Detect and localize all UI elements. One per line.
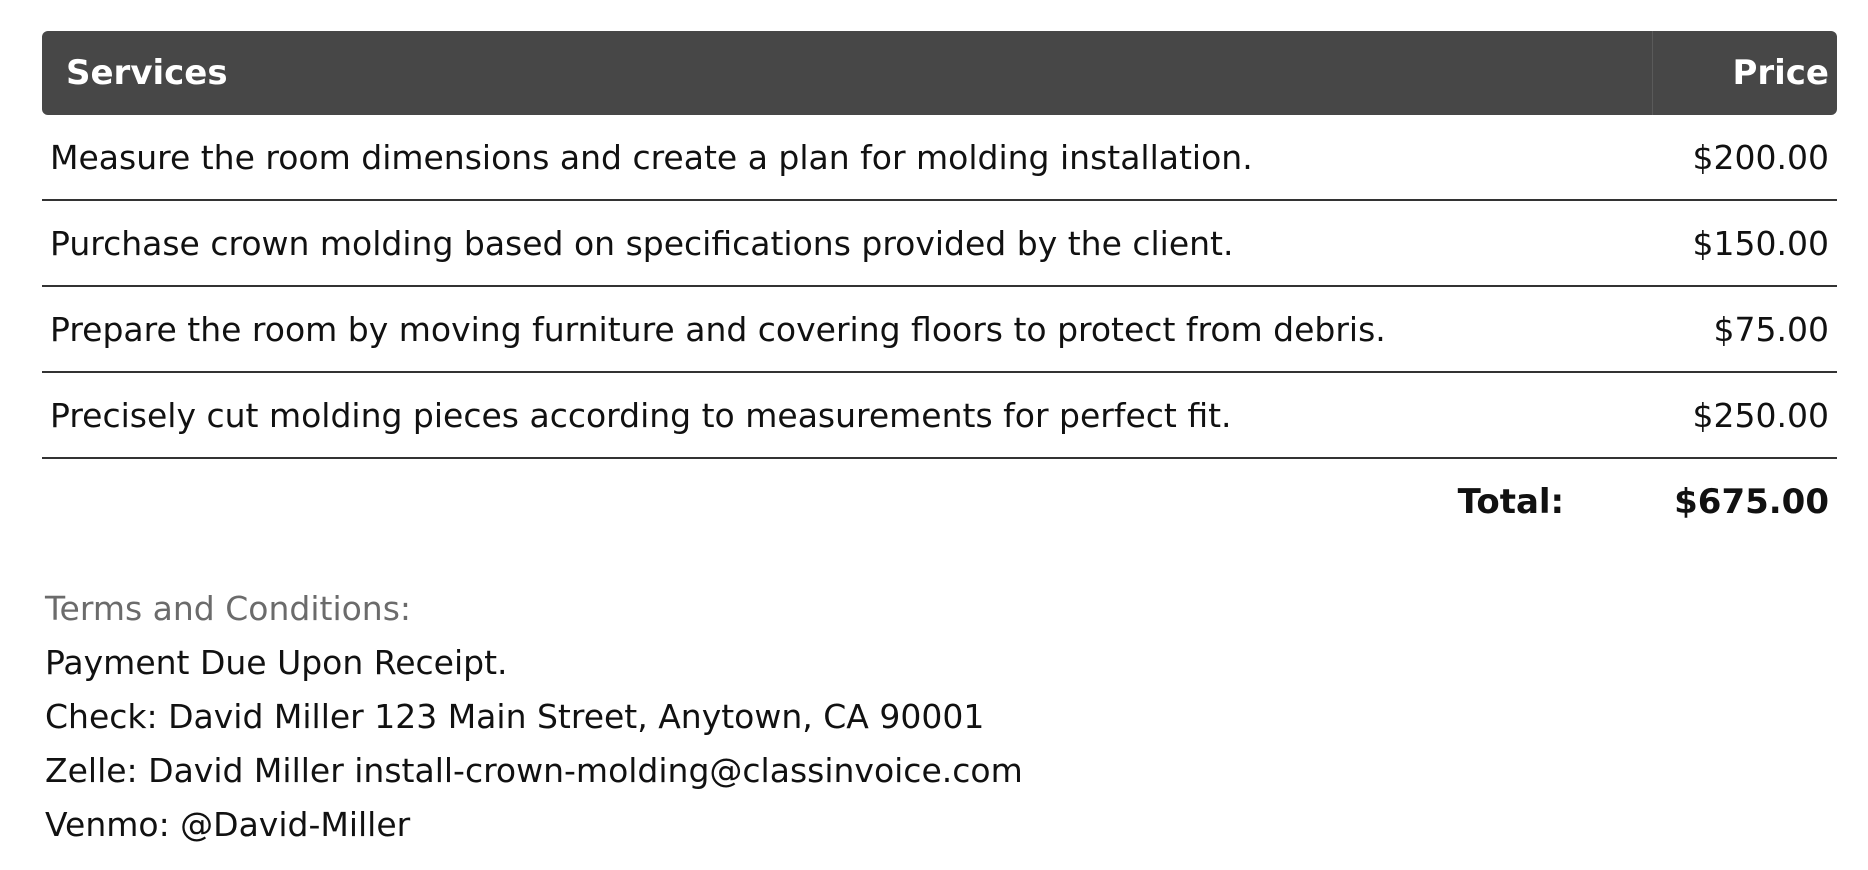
service-description: Prepare the room by moving furniture and covering floors to protect from debris. bbox=[50, 309, 1386, 349]
terms-payment-due: Payment Due Upon Receipt. bbox=[45, 643, 508, 682]
table-row bbox=[42, 287, 1837, 373]
service-description: Measure the room dimensions and create a plan for molding installation. bbox=[50, 137, 1253, 177]
service-price: $75.00 bbox=[1713, 309, 1829, 349]
service-price: $150.00 bbox=[1692, 223, 1829, 263]
service-price: $250.00 bbox=[1692, 395, 1829, 435]
terms-title: Terms and Conditions: bbox=[45, 589, 412, 628]
services-table bbox=[42, 31, 1837, 545]
services-column-header: Services bbox=[66, 53, 228, 93]
terms-check: Check: David Miller 123 Main Street, Anytown, CA 90001 bbox=[45, 697, 985, 736]
table-header bbox=[42, 31, 1837, 115]
total-value: $675.00 bbox=[1674, 482, 1829, 522]
total-label: Total: bbox=[1457, 482, 1565, 522]
table-row bbox=[42, 201, 1837, 287]
price-column-header: Price bbox=[1652, 31, 1837, 115]
terms-section bbox=[45, 582, 1023, 852]
terms-venmo: Venmo: @David-Miller bbox=[45, 805, 411, 844]
table-row bbox=[42, 115, 1837, 201]
total-row bbox=[42, 459, 1837, 545]
terms-zelle: Zelle: David Miller install-crown-molding@classinvoice.com bbox=[45, 751, 1023, 790]
service-price: $200.00 bbox=[1692, 137, 1829, 177]
service-description: Purchase crown molding based on specifications provided by the client. bbox=[50, 223, 1234, 263]
table-row bbox=[42, 373, 1837, 459]
service-description: Precisely cut molding pieces according to measurements for perfect fit. bbox=[50, 395, 1232, 435]
